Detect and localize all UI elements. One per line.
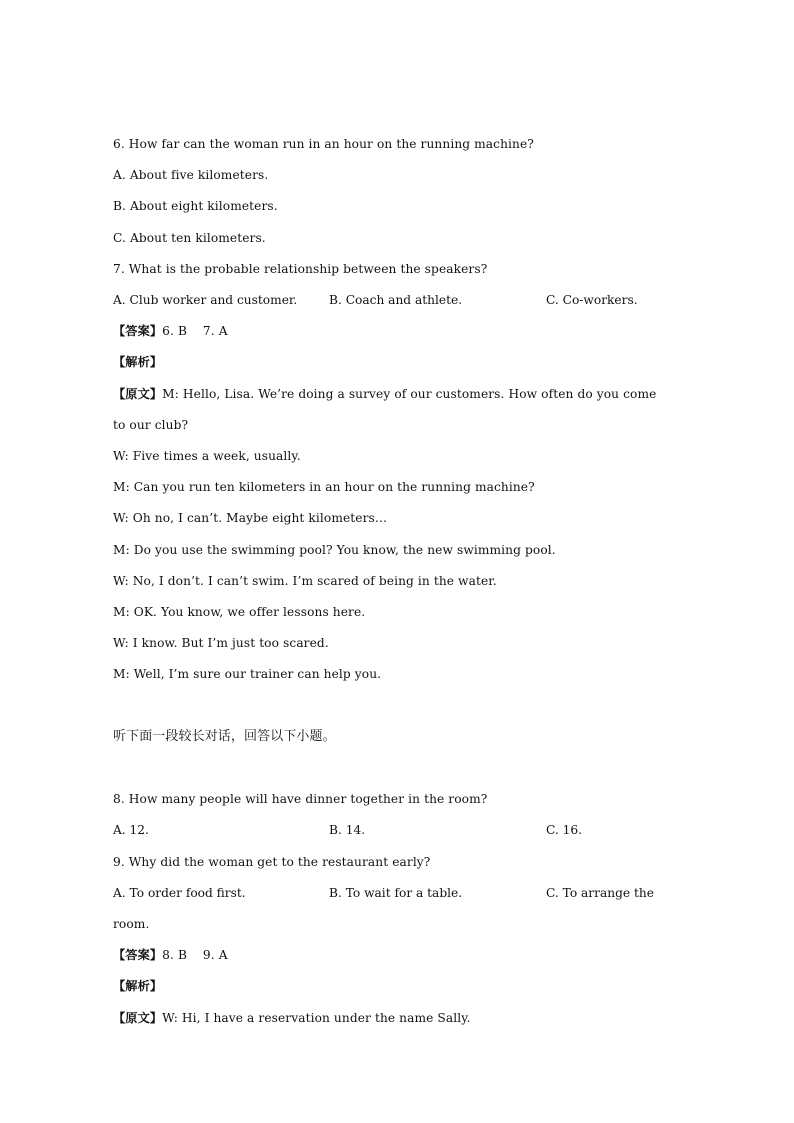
q8-option-a: A. 12. [113,823,149,837]
transcript-text: M: Hello, Lisa. We’re doing a survey of our customers. How often do you come [162,387,657,401]
q8-option-b: B. 14. [329,823,366,837]
transcript-line: M: Can you run ten kilometers in an hour on the running machine? [113,480,535,494]
transcript-line: W: Five times a week, usually. [113,449,301,463]
answer-tag: 【答案】 [113,324,163,338]
q7-option-a: A. Club worker and customer. [113,293,298,307]
q7-option-c: C. Co-workers. [546,293,638,307]
q9-option-b: B. To wait for a table. [329,886,463,900]
q9-question: 9. Why did the woman get to the restaurant early? [113,855,431,869]
q9-option-c-continued: room. [113,917,150,931]
q9-option-c: C. To arrange the [546,886,654,900]
q6-question: 6. How far can the woman run in an hour on the running machine? [113,137,534,151]
transcript-line: to our club? [113,418,189,432]
answer-line-1 [113,323,228,339]
q8-question: 8. How many people will have dinner together in the room? [113,792,488,806]
analysis-tag: 【解析】 [113,979,163,993]
transcript-line: M: Do you use the swimming pool? You know, the new swimming pool. [113,543,556,557]
q6-option-a: A. About five kilometers. [113,168,269,182]
transcript-line: W: Oh no, I can’t. Maybe eight kilometers… [113,511,388,525]
transcript-line: W: No, I don’t. I can’t swim. I’m scared of being in the water. [113,574,497,588]
answer-text: 6. B 7. A [162,324,228,338]
q9-option-a: A. To order food first. [113,886,246,900]
transcript-tag: 【原文】 [113,1011,163,1025]
q8-option-c: C. 16. [546,823,583,837]
transcript-line [113,1010,471,1026]
q7-option-b: B. Coach and athlete. [329,293,463,307]
section-instruction: 听下面一段较长对话，回答以下小题。 [113,729,336,744]
transcript-text: W: Hi, I have a reservation under the name Sally. [162,1011,471,1025]
answer-line-2 [113,947,228,963]
answer-text: 8. B 9. A [162,948,228,962]
transcript-line: M: OK. You know, we offer lessons here. [113,605,366,619]
transcript-line: M: Well, I’m sure our trainer can help you. [113,667,382,681]
answer-tag: 【答案】 [113,948,163,962]
q6-option-c: C. About ten kilometers. [113,231,266,245]
transcript-line [113,386,656,402]
transcript-tag: 【原文】 [113,387,163,401]
transcript-line: W: I know. But I’m just too scared. [113,636,329,650]
analysis-tag: 【解析】 [113,355,163,369]
q6-option-b: B. About eight kilometers. [113,199,278,213]
q7-question: 7. What is the probable relationship between the speakers? [113,262,488,276]
